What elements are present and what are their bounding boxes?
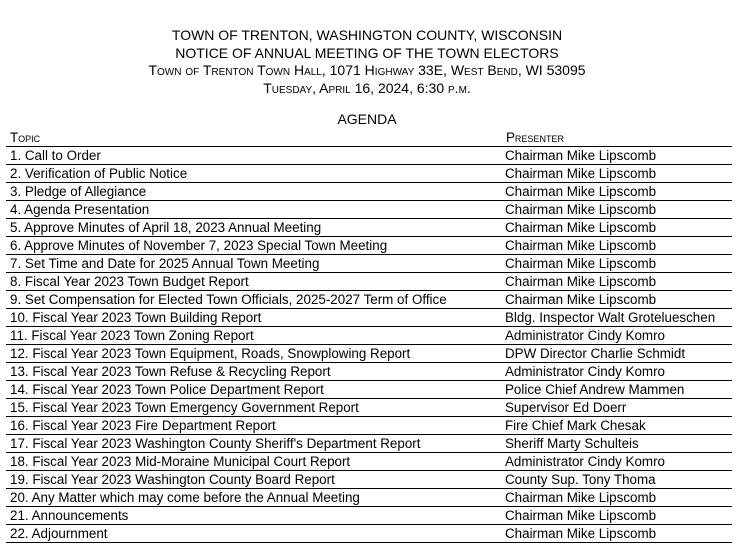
agenda-presenter: Chairman Mike Lipscomb xyxy=(502,525,732,543)
agenda-row xyxy=(6,453,732,471)
agenda-row xyxy=(6,507,732,525)
agenda-presenter: Police Chief Andrew Mammen xyxy=(502,381,732,399)
notice-title: NOTICE OF ANNUAL MEETING OF THE TOWN ELECTORS xyxy=(175,44,559,61)
agenda-topic: 10. Fiscal Year 2023 Town Building Report xyxy=(6,309,502,327)
agenda-topic: 11. Fiscal Year 2023 Town Zoning Report xyxy=(6,327,502,345)
agenda-row xyxy=(6,489,732,507)
agenda-topic: 19. Fiscal Year 2023 Washington County Board Report xyxy=(6,471,502,489)
agenda-topic: 5. Approve Minutes of April 18, 2023 Annual Meeting xyxy=(6,219,502,237)
agenda-topic: 18. Fiscal Year 2023 Mid-Moraine Municipal Court Report xyxy=(6,453,502,471)
agenda-topic: 21. Announcements xyxy=(6,507,502,525)
agenda-topic: 13. Fiscal Year 2023 Town Refuse & Recycling Report xyxy=(6,363,502,381)
agenda-row xyxy=(6,273,732,291)
agenda-topic: 9. Set Compensation for Elected Town Officials, 2025-2027 Term of Office xyxy=(6,291,502,309)
agenda-row xyxy=(6,147,732,165)
agenda-presenter: County Sup. Tony Thoma xyxy=(502,471,732,489)
agenda-topic: 15. Fiscal Year 2023 Town Emergency Government Report xyxy=(6,399,502,417)
agenda-presenter: Chairman Mike Lipscomb xyxy=(502,291,732,309)
agenda-topic: 12. Fiscal Year 2023 Town Equipment, Roads, Snowplowing Report xyxy=(6,345,502,363)
document-header xyxy=(0,27,734,97)
agenda-row xyxy=(6,165,732,183)
agenda-presenter: Chairman Mike Lipscomb xyxy=(502,237,732,255)
agenda-row xyxy=(6,381,732,399)
agenda-row xyxy=(6,471,732,489)
agenda-row xyxy=(6,201,732,219)
agenda-title: AGENDA xyxy=(337,111,397,127)
agenda-presenter: Chairman Mike Lipscomb xyxy=(502,183,732,201)
agenda-topic: 1. Call to Order xyxy=(6,147,502,165)
agenda-topic: 8. Fiscal Year 2023 Town Budget Report xyxy=(6,273,502,291)
agenda-topic: 14. Fiscal Year 2023 Town Police Department Report xyxy=(6,381,502,399)
presenter-column-header: Presenter xyxy=(506,130,564,146)
agenda-presenter: Bldg. Inspector Walt Grotelueschen xyxy=(502,309,732,327)
agenda-presenter: Chairman Mike Lipscomb xyxy=(502,201,732,219)
agenda-row xyxy=(6,345,732,363)
agenda-presenter: Supervisor Ed Doerr xyxy=(502,399,732,417)
town-title: TOWN OF TRENTON, WASHINGTON COUNTY, WISCONSIN xyxy=(171,27,563,43)
agenda-topic: 6. Approve Minutes of November 7, 2023 Special Town Meeting xyxy=(6,237,502,255)
agenda-presenter: DPW Director Charlie Schmidt xyxy=(502,345,732,363)
agenda-topic: 16. Fiscal Year 2023 Fire Department Report xyxy=(6,417,502,435)
agenda-presenter: Chairman Mike Lipscomb xyxy=(502,219,732,237)
agenda-row xyxy=(6,525,732,543)
agenda-presenter: Fire Chief Mark Chesak xyxy=(502,417,732,435)
agenda-topic: 4. Agenda Presentation xyxy=(6,201,502,219)
agenda-topic: 2. Verification of Public Notice xyxy=(6,165,502,183)
agenda-row xyxy=(6,309,732,327)
agenda-topic: 7. Set Time and Date for 2025 Annual Town Meeting xyxy=(6,255,502,273)
agenda-row xyxy=(6,399,732,417)
agenda-topic: 3. Pledge of Allegiance xyxy=(6,183,502,201)
meeting-location: Town of Trenton Town Hall, 1071 Highway 33E, West Bend, WI 53095 xyxy=(148,62,586,78)
agenda-topic: 22. Adjournment xyxy=(6,525,502,543)
agenda-table xyxy=(6,129,732,543)
agenda-row xyxy=(6,237,732,255)
meeting-datetime: Tuesday, April 16, 2024, 6:30 p.m. xyxy=(263,79,471,96)
agenda-row xyxy=(6,255,732,273)
agenda-presenter: Chairman Mike Lipscomb xyxy=(502,255,732,273)
agenda-row xyxy=(6,417,732,435)
agenda-row xyxy=(6,363,732,381)
agenda-row xyxy=(6,291,732,309)
agenda-presenter: Chairman Mike Lipscomb xyxy=(502,489,732,507)
agenda-topic: 17. Fiscal Year 2023 Washington County Sheriff's Department Report xyxy=(6,435,502,453)
agenda-presenter: Sheriff Marty Schulteis xyxy=(502,435,732,453)
agenda-row xyxy=(6,435,732,453)
agenda-row xyxy=(6,327,732,345)
agenda-presenter: Chairman Mike Lipscomb xyxy=(502,273,732,291)
topic-column-header: Topic xyxy=(10,130,41,146)
agenda-presenter: Chairman Mike Lipscomb xyxy=(502,147,732,165)
agenda-row xyxy=(6,183,732,201)
agenda-presenter: Administrator Cindy Komro xyxy=(502,363,732,381)
agenda-topic: 20. Any Matter which may come before the Annual Meeting xyxy=(6,489,502,507)
agenda-header-row xyxy=(6,129,732,147)
agenda-presenter: Administrator Cindy Komro xyxy=(502,327,732,345)
agenda-row xyxy=(6,219,732,237)
agenda-presenter: Administrator Cindy Komro xyxy=(502,453,732,471)
agenda-presenter: Chairman Mike Lipscomb xyxy=(502,507,732,525)
agenda-presenter: Chairman Mike Lipscomb xyxy=(502,165,732,183)
